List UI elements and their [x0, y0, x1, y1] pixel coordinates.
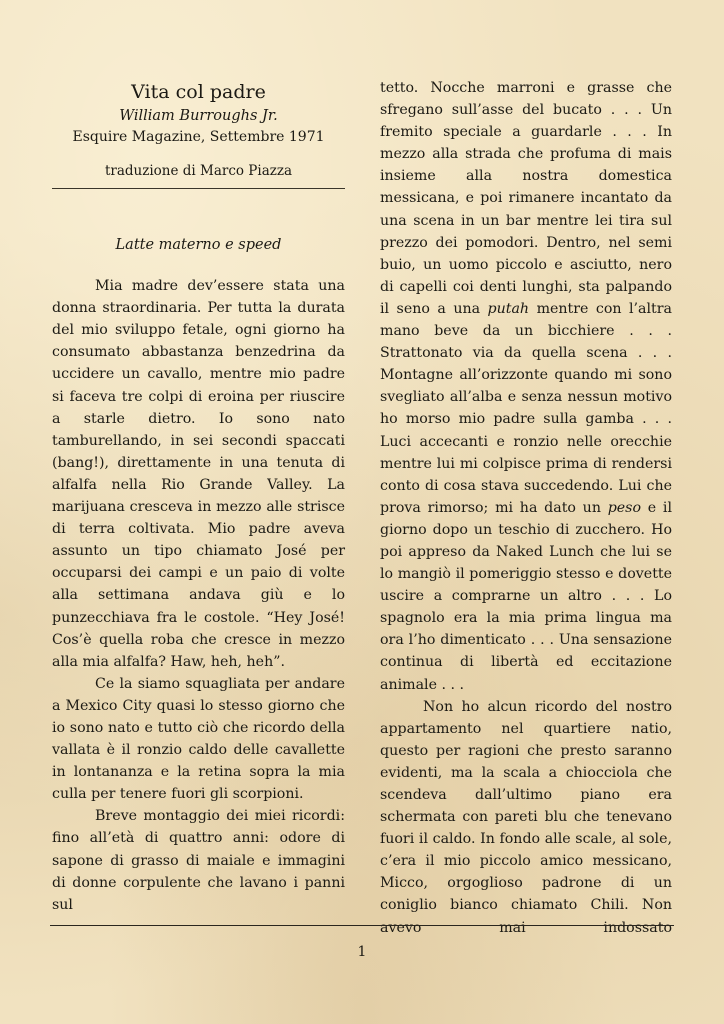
magazine-source: Esquire Magazine, Settembre 1971 [72, 129, 325, 145]
paragraph-continued [380, 77, 672, 696]
right-column [380, 77, 672, 939]
translator-credit: traduzione di Marco Piazza [104, 163, 293, 179]
italic-word: putah [487, 300, 530, 317]
footer-divider [50, 925, 674, 926]
paragraph: Ce la siamo squagliata per andare a Mexico City quasi lo stesso giorno che io sono nato e tutto ciò che ricordo della vallata è il ronzio caldo delle cavallette in lontananza e la retina sopra la mia culla per tenere fuori gli scorpioni. [52, 675, 345, 803]
italic-word: peso [607, 499, 642, 516]
header-divider [52, 188, 345, 189]
text-run: e il giorno dopo un teschio di zucchero. Ho poi appreso da Naked Lunch che lui se lo mangiò il pomeriggio stesso e dovette uscire a comprarne un altro . . . Lo spagnolo era la mia prima lingua ma ora l’ho dimenticato . . . Una sensazione continua di libertà ed eccitazione animale . . . [380, 499, 672, 693]
article-author: William Burroughs Jr. [119, 108, 278, 124]
text-run: tetto. Nocche marroni e grasse che sfregano sull’asse del bucato . . . Un fremito speciale a guardarle . . . In mezzo alla strada che profuma di mais insieme alla nostra domestica messicana, e poi rimanere incantato da una scena in un bar mentre lei tira sul prezzo dei pomodori. Dentro, nel semi buio, un uomo piccolo e asciutto, nero di capelli coi denti lunghi, sta palpando il seno a una [380, 80, 672, 317]
paragraph: Mia madre dev’essere stata una donna straordinaria. Per tutta la durata del mio sviluppo fetale, ogni giorno ha consumato abbastanza benzedrina da uccidere un cavallo, mentre mio padre si faceva tre colpi di eroina per riuscire a starle dietro. Io sono nato tamburellando, in sei secondi spaccati (bang!), direttamente in una tenuta di alfalfa nella Rio Grande Valley. La marijuana cresceva in mezzo alle strisce di terra coltivata. Mio padre aveva assunto un tipo chiamato José per occuparsi dei campi e un paio di volte alla settimana andava giù e lo punzecchiava fra le costole. “Hey José! Cos’è quella roba che cresce in mezzo alla mia alfalfa? Haw, heh, heh”. [52, 278, 345, 670]
article-title: Vita col padre [131, 81, 266, 103]
paragraph: Non ho alcun ricordo del nostro appartamento nel quartiere natio, questo per ragioni che presto saranno evidenti, ma la scala a chiocciola che scendeva dall’ultimo piano era schermata con pareti blu che tenevano fuori il caldo. In fondo alle scale, al sole, c’era il mio piccolo amico messicano, Micco, orgoglioso padrone di un coniglio bianco chiamato Chili. Non avevo mai indossato [380, 698, 672, 936]
article-header [52, 78, 345, 181]
left-column [52, 77, 345, 916]
text-run: mentre con l’altra mano beve da un bicchiere . . . Strattonato via da quella scena . . . Montagne all’orizzonte quando mi sono svegliato all’alba e senza nessun motivo ho morso mio padre sulla gamba . . . Luci accecanti e ronzio nelle orecchie mentre lui mi colpisce prima di rendersi conto di cosa stava succedendo. Lui che prova rimorso; mi ha dato un [380, 300, 672, 516]
page-number: 1 [357, 944, 367, 960]
chapter-title: Latte materno e speed [115, 237, 282, 253]
paragraph: Breve montaggio dei miei ricordi: fino all’età di quattro anni: odore di sapone di grasso di maiale e immagini di donne corpulente che lavano i panni sul [52, 808, 345, 913]
